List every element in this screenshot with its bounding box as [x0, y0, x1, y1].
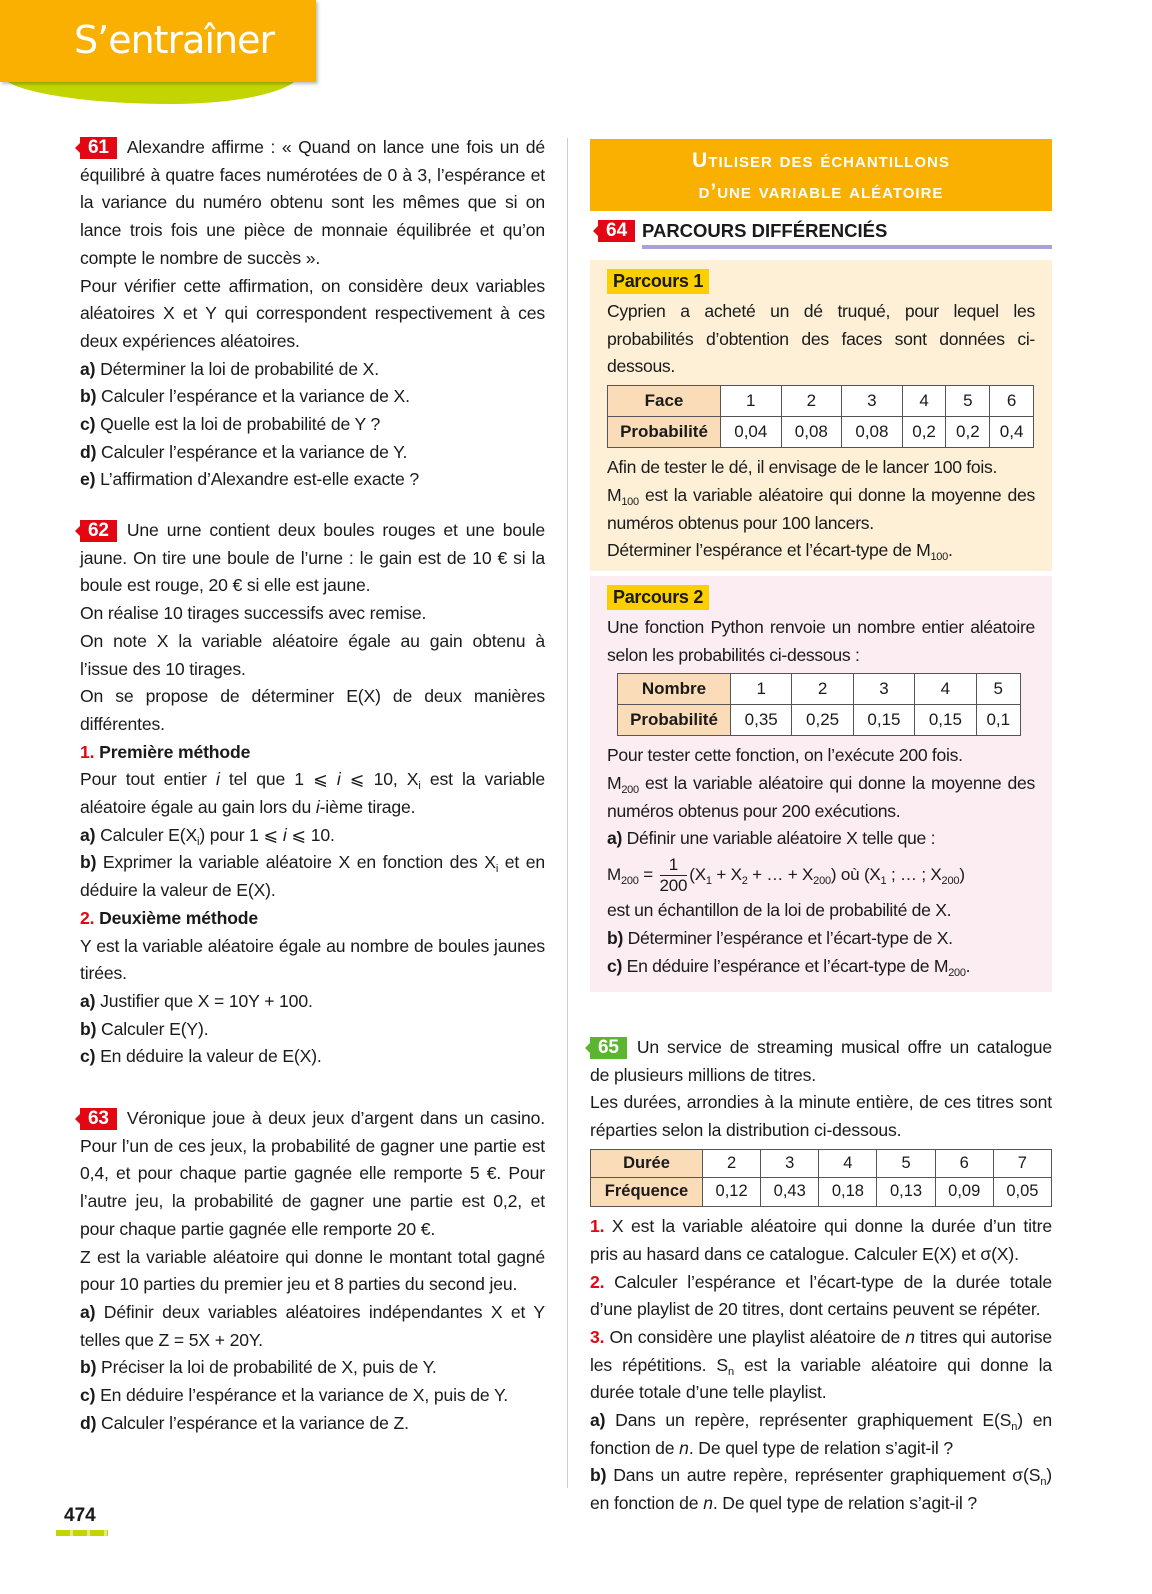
paragraph: [80, 1244, 545, 1299]
text: On réalise 10 tirages successifs avec remise.: [80, 603, 427, 624]
row-header: Probabilité: [618, 705, 731, 736]
formula-text: ): [959, 865, 965, 885]
page-number-underline: [56, 1530, 108, 1536]
text: En déduire l’espérance et l’écart-type de M: [622, 955, 949, 976]
subscript: n: [728, 1365, 734, 1378]
table-cell: 2: [703, 1149, 761, 1178]
text: On note X la variable aléatoire égale au gain obtenu à l’issue des 10 tirages.: [80, 630, 545, 679]
item-label: d): [80, 1412, 97, 1433]
table-cell: 0,4: [990, 417, 1034, 448]
table-row: [608, 386, 1034, 417]
paragraph: [590, 1462, 1052, 1517]
question-number: 1.: [590, 1216, 605, 1237]
paragraph-group: [607, 298, 1035, 381]
table-row: [591, 1178, 1052, 1207]
table-cell: 0,09: [935, 1178, 993, 1207]
paragraph: [80, 1410, 545, 1438]
exercise-64-heading: [590, 220, 1052, 242]
numerator: 1: [660, 855, 688, 876]
text: Dans un autre repère, représenter graphiquement σ(S: [606, 1465, 1041, 1486]
paragraph: [80, 600, 545, 628]
paragraph: [607, 953, 1035, 981]
paragraph: [80, 628, 545, 683]
text: Définir une variable aléatoire X telle que :: [622, 828, 936, 849]
denominator: 200: [659, 876, 688, 896]
item-label: Deuxième méthode: [94, 907, 259, 928]
text: Les durées, arrondies à la minute entière, de ces titres sont réparties selon la distribution ci-dessous.: [590, 1092, 1052, 1141]
paragraph: [607, 742, 1035, 770]
text: Calculer l’espérance et l’écart-type de la durée totale d’une playlist de 20 titres, dont certains peuvent se répéter.: [590, 1271, 1052, 1320]
text: est un échantillon de la loi de probabilité de X.: [607, 900, 952, 921]
paragraph: [607, 770, 1035, 825]
text: En déduire l’espérance et la variance de X, puis de Y.: [95, 1385, 508, 1406]
subscript: 200: [948, 966, 966, 979]
text: est la variable aléatoire qui donne la moyenne des numéros obtenus pour 200 exécutions.: [607, 773, 1035, 821]
text: Z est la variable aléatoire qui donne le montant total gagné pour 10 parties du premier jeu et 8 parties du second jeu.: [80, 1246, 545, 1295]
paragraph: [80, 134, 545, 273]
parcours-1-box: [590, 260, 1052, 571]
table-cell: 4: [902, 386, 946, 417]
paragraph: [80, 849, 545, 904]
text: .: [947, 540, 953, 561]
duration-table: [590, 1149, 1052, 1207]
text: .: [965, 955, 971, 976]
table-cell: 3: [842, 386, 903, 417]
table-cell: 0,05: [993, 1178, 1051, 1207]
item-label: c): [80, 414, 96, 435]
paragraph: [80, 1382, 545, 1410]
paragraph: [80, 988, 545, 1016]
paragraph: [80, 1354, 545, 1382]
paragraph: [80, 683, 545, 738]
question-number: 2.: [590, 1271, 605, 1292]
formula-text: M: [607, 865, 621, 885]
table-cell: 0,04: [721, 417, 782, 448]
paragraph-group: [607, 897, 1035, 980]
formula-text: ; … ; X: [886, 865, 942, 885]
text: -ième tirage.: [319, 797, 416, 818]
item-label: b): [80, 1018, 97, 1039]
item-label: a): [590, 1410, 606, 1431]
paragraph: [590, 1213, 1052, 1268]
formula-sub: 200: [620, 875, 639, 888]
table-cell: 0,35: [731, 705, 792, 736]
section-title-line2: d’une variable aléatoire: [698, 180, 944, 203]
text: Justifier que X = 10Y + 100.: [95, 990, 313, 1011]
table-cell: 0,08: [842, 417, 903, 448]
formula-sub: 200: [813, 875, 831, 888]
table-cell: 3: [853, 674, 914, 705]
text: Pour tester cette fonction, on l’exécute 200 fois.: [607, 745, 963, 766]
text: est la variable aléatoire qui donne la durée totale d’une telle playlist.: [590, 1354, 1052, 1403]
text: On considère une playlist aléatoire de: [604, 1326, 906, 1347]
exercise-63: [80, 1105, 545, 1437]
table-cell: 3: [761, 1149, 819, 1178]
fraction: [660, 855, 688, 896]
question-number: 2.: [80, 907, 95, 928]
paragraph: [80, 1043, 545, 1071]
probability-table: [617, 673, 1021, 736]
table-cell: 1: [721, 386, 782, 417]
paragraph: [80, 383, 545, 411]
table-cell: 5: [877, 1149, 935, 1178]
section-header-banner: [0, 0, 316, 82]
table-cell: 0,12: [703, 1178, 761, 1207]
table-cell: 0,2: [902, 417, 946, 448]
table-row: [618, 705, 1021, 736]
item-label: c): [607, 955, 623, 976]
paragraph: [80, 273, 545, 356]
paragraph: [80, 905, 545, 933]
table-cell: 5: [976, 674, 1020, 705]
text: M: [607, 773, 622, 794]
math-variable: n: [703, 1493, 713, 1514]
table-cell: 0,25: [792, 705, 853, 736]
item-label: b): [590, 1465, 607, 1486]
row-header: Durée: [591, 1149, 703, 1178]
table-cell: 4: [819, 1149, 877, 1178]
item-label: b): [80, 1357, 97, 1378]
text: En déduire la valeur de E(X).: [95, 1046, 322, 1067]
text: ) en fonction de: [590, 1410, 1053, 1458]
text: Alexandre affirme : « Quand on lance une fois un dé équilibré à quatre faces numérotées de 0 à 3, l’espérance et la variance du numéro obtenu sont les mêmes que si on lance trois fois une pièce de monnaie équilibrée et qu’on compte le nombre de succès ».: [80, 137, 545, 268]
table-cell: 6: [935, 1149, 993, 1178]
text: ⩽ 10.: [286, 824, 335, 845]
subscript: 100: [930, 551, 948, 564]
text: et en déduire la valeur de E(X).: [80, 852, 545, 901]
text: Préciser la loi de probabilité de X, puis de Y.: [96, 1357, 437, 1378]
text: titres qui autorise les répétitions. S: [590, 1326, 1052, 1375]
parcours-2-box: [590, 576, 1052, 992]
item-label: d): [80, 441, 97, 462]
item-label: b): [80, 386, 97, 407]
paragraph: [607, 925, 1035, 953]
section-title: [590, 139, 1052, 211]
paragraph: [80, 766, 545, 821]
text: Dans un repère, représenter graphiquement E(S: [605, 1410, 1012, 1431]
formula-text: ) où (X: [830, 865, 881, 885]
table-cell: 1: [731, 674, 792, 705]
section-header-title: S’entraîner: [74, 18, 275, 62]
table-row: [608, 417, 1034, 448]
column-divider: [567, 138, 568, 1488]
table-cell: 7: [993, 1149, 1051, 1178]
table-cell: 5: [946, 386, 990, 417]
item-label: c): [80, 1046, 96, 1067]
paragraph-group: [607, 614, 1035, 669]
paragraph: [590, 1407, 1052, 1462]
paragraph: [607, 825, 1035, 853]
table-cell: 0,15: [915, 705, 976, 736]
paragraph: [80, 517, 545, 600]
table-cell: 0,43: [761, 1178, 819, 1207]
text: Déterminer l’espérance et l’écart-type de M: [607, 540, 931, 561]
paragraph: [80, 1299, 545, 1354]
item-label: a): [80, 1301, 96, 1322]
row-header: Fréquence: [591, 1178, 703, 1207]
exercise-number-badge: 64: [598, 220, 635, 242]
table-cell: 0,1: [976, 705, 1020, 736]
text: Calculer l’espérance et la variance de Y.: [96, 441, 408, 462]
text: X est la variable aléatoire qui donne la durée d’un titre pris au hasard dans ce catalogue. Calculer E(X) et σ(X).: [590, 1216, 1052, 1264]
paragraph: [590, 1324, 1052, 1407]
text: Exprimer la variable aléatoire X en fonction des X: [96, 852, 496, 873]
section-title-line1: Utiliser des échantillons: [692, 149, 950, 172]
text: Un service de streaming musical offre un catalogue de plusieurs millions de titres.: [590, 1036, 1052, 1085]
table-cell: 0,15: [853, 705, 914, 736]
exercise-number-badge: 65: [590, 1037, 627, 1059]
formula-text: + … + X: [747, 865, 814, 885]
paragraph: [607, 482, 1035, 537]
paragraph: [80, 739, 545, 767]
table-cell: 6: [990, 386, 1034, 417]
item-label: c): [80, 1385, 96, 1406]
item-label: b): [80, 852, 97, 873]
paragraph-group: [80, 134, 545, 494]
formula-m200: [607, 853, 1035, 897]
subscript: 200: [621, 784, 639, 797]
text: ) en fonction de: [590, 1465, 1052, 1514]
table-cell: 0,18: [819, 1178, 877, 1207]
math-variable: i: [282, 824, 287, 845]
paragraph: [590, 1034, 1052, 1089]
formula-text: + X: [711, 865, 742, 885]
formula-sub: 1: [880, 875, 887, 888]
paragraph: [80, 1105, 545, 1244]
subscript: n: [1011, 1421, 1018, 1434]
paragraph: [607, 298, 1035, 381]
paragraph: [80, 356, 545, 384]
paragraph: [80, 1016, 545, 1044]
paragraph-group: [607, 742, 1035, 853]
exercise-61: [80, 134, 545, 494]
exercise-64-title: PARCOURS DIFFÉRENCIÉS: [642, 220, 888, 241]
row-header: Face: [608, 386, 721, 417]
table-row: [591, 1149, 1052, 1178]
table-cell: 0,13: [877, 1178, 935, 1207]
subscript: 100: [621, 495, 639, 508]
text: L’affirmation d’Alexandre est-elle exacte ?: [95, 469, 419, 490]
exercise-number-badge: 62: [80, 520, 117, 542]
text: On se propose de déterminer E(X) de deux manières différentes.: [80, 686, 545, 734]
paragraph-group: [80, 1105, 545, 1437]
text: ⩽ 10, X: [340, 769, 419, 790]
exercise-number-badge: 61: [80, 137, 117, 159]
paragraph: [590, 1269, 1052, 1324]
text: Calculer l’espérance et la variance de X.: [96, 386, 410, 407]
item-label: a): [80, 990, 96, 1011]
text: tel que 1 ⩽: [219, 769, 337, 790]
math-variable: i: [215, 769, 220, 790]
text: Afin de tester le dé, il envisage de le lancer 100 fois.: [607, 457, 998, 478]
text: Y est la variable aléatoire égale au nombre de boules jaunes tirées.: [80, 935, 545, 984]
item-label: e): [80, 469, 96, 490]
text: Calculer E(X: [95, 824, 198, 845]
item-label: a): [607, 828, 623, 849]
table-row: [618, 674, 1021, 705]
text: Une urne contient deux boules rouges et une boule jaune. On tire une boule de l’urne : le gain est de 10 € si la boule est rouge, 20 € si elle est jaune.: [80, 520, 545, 596]
paragraph-group: [607, 454, 1035, 565]
right-column-flow: [590, 260, 1052, 1518]
row-header: Probabilité: [608, 417, 721, 448]
question-number: 1.: [80, 741, 95, 762]
paragraph: [80, 466, 545, 494]
paragraph: [607, 897, 1035, 925]
paragraph-group: [590, 1213, 1052, 1518]
question-number: 3.: [590, 1326, 605, 1347]
paragraph-group: [590, 1034, 1052, 1145]
text: . De quel type de relation s’agit-il ?: [688, 1437, 954, 1458]
text: M: [607, 484, 622, 505]
item-label: a): [80, 824, 96, 845]
text: Pour vérifier cette affirmation, on considère deux variables aléatoires X et Y qui correspondent respectivement à ces deux expériences aléatoires.: [80, 275, 545, 351]
text: Calculer l’espérance et la variance de Z.: [96, 1412, 409, 1433]
table-cell: 2: [792, 674, 853, 705]
paragraph: [80, 822, 545, 850]
item-label: Première méthode: [94, 741, 251, 762]
table-cell: 4: [915, 674, 976, 705]
formula-text: (X: [689, 865, 706, 885]
parcours-1-tag: Parcours 1: [607, 269, 709, 294]
exercise-number-badge: 63: [80, 1108, 117, 1130]
subscript: n: [1040, 1476, 1047, 1489]
formula-text: =: [638, 865, 658, 885]
paragraph: [590, 1089, 1052, 1144]
text: . De quel type de relation s’agit-il ?: [712, 1493, 978, 1514]
text: est la variable aléatoire égale au gain lors du: [80, 769, 545, 818]
text: Définir deux variables aléatoires indépendantes X et Y telles que Z = 5X + 20Y.: [80, 1301, 545, 1350]
paragraph: [607, 454, 1035, 482]
subscript: i: [197, 835, 200, 848]
item-label: a): [80, 358, 96, 379]
table-cell: 0,2: [946, 417, 990, 448]
math-variable: i: [315, 797, 320, 818]
math-variable: i: [336, 769, 341, 790]
formula-sub: 2: [741, 875, 748, 888]
title-underline: [642, 245, 1052, 249]
subscript: i: [495, 863, 499, 876]
exercise-62: [80, 517, 545, 1071]
row-header: Nombre: [618, 674, 731, 705]
text: Cyprien a acheté un dé truqué, pour lequel les probabilités d’obtention des faces sont données ci-dessous.: [607, 301, 1035, 377]
paragraph: [80, 439, 545, 467]
text: Quelle est la loi de probabilité de Y ?: [95, 414, 381, 435]
paragraph: [607, 614, 1035, 669]
text: ) pour 1 ⩽: [199, 824, 283, 845]
table-cell: 0,08: [781, 417, 842, 448]
paragraph-group: [80, 517, 545, 1071]
text: Pour tout entier: [80, 769, 216, 790]
exercise-65: [590, 1034, 1052, 1518]
item-label: b): [607, 927, 624, 948]
paragraph: [80, 933, 545, 988]
text: est la variable aléatoire qui donne la moyenne des numéros obtenus pour 100 lancers.: [607, 484, 1035, 533]
text: Une fonction Python renvoie un nombre entier aléatoire selon les probabilités ci-dessous :: [607, 616, 1035, 665]
paragraph: [607, 537, 1035, 565]
text: Véronique joue à deux jeux d’argent dans un casino. Pour l’un de ces jeux, la probabilité de gagner une partie est 0,4, et pour chaque partie gagnée elle remporte 5 €. Pour l’autre jeu, la probabilité de gagner une partie est 0,2, et pour chaque partie gagnée elle remporte 20 €.: [80, 1108, 545, 1239]
text: Déterminer l’espérance et l’écart-type de X.: [623, 927, 953, 948]
paragraph: [80, 411, 545, 439]
math-variable: n: [679, 1437, 689, 1458]
subscript: i: [418, 780, 421, 793]
text: Déterminer la loi de probabilité de X.: [95, 358, 379, 379]
formula-sub: 200: [941, 875, 960, 888]
page-number: 474: [64, 1505, 96, 1526]
probability-table: [607, 385, 1034, 448]
formula-sub: 1: [705, 875, 712, 888]
text: Calculer E(Y).: [96, 1018, 209, 1039]
math-variable: n: [905, 1326, 915, 1347]
parcours-2-tag: Parcours 2: [607, 585, 709, 610]
table-cell: 2: [781, 386, 842, 417]
